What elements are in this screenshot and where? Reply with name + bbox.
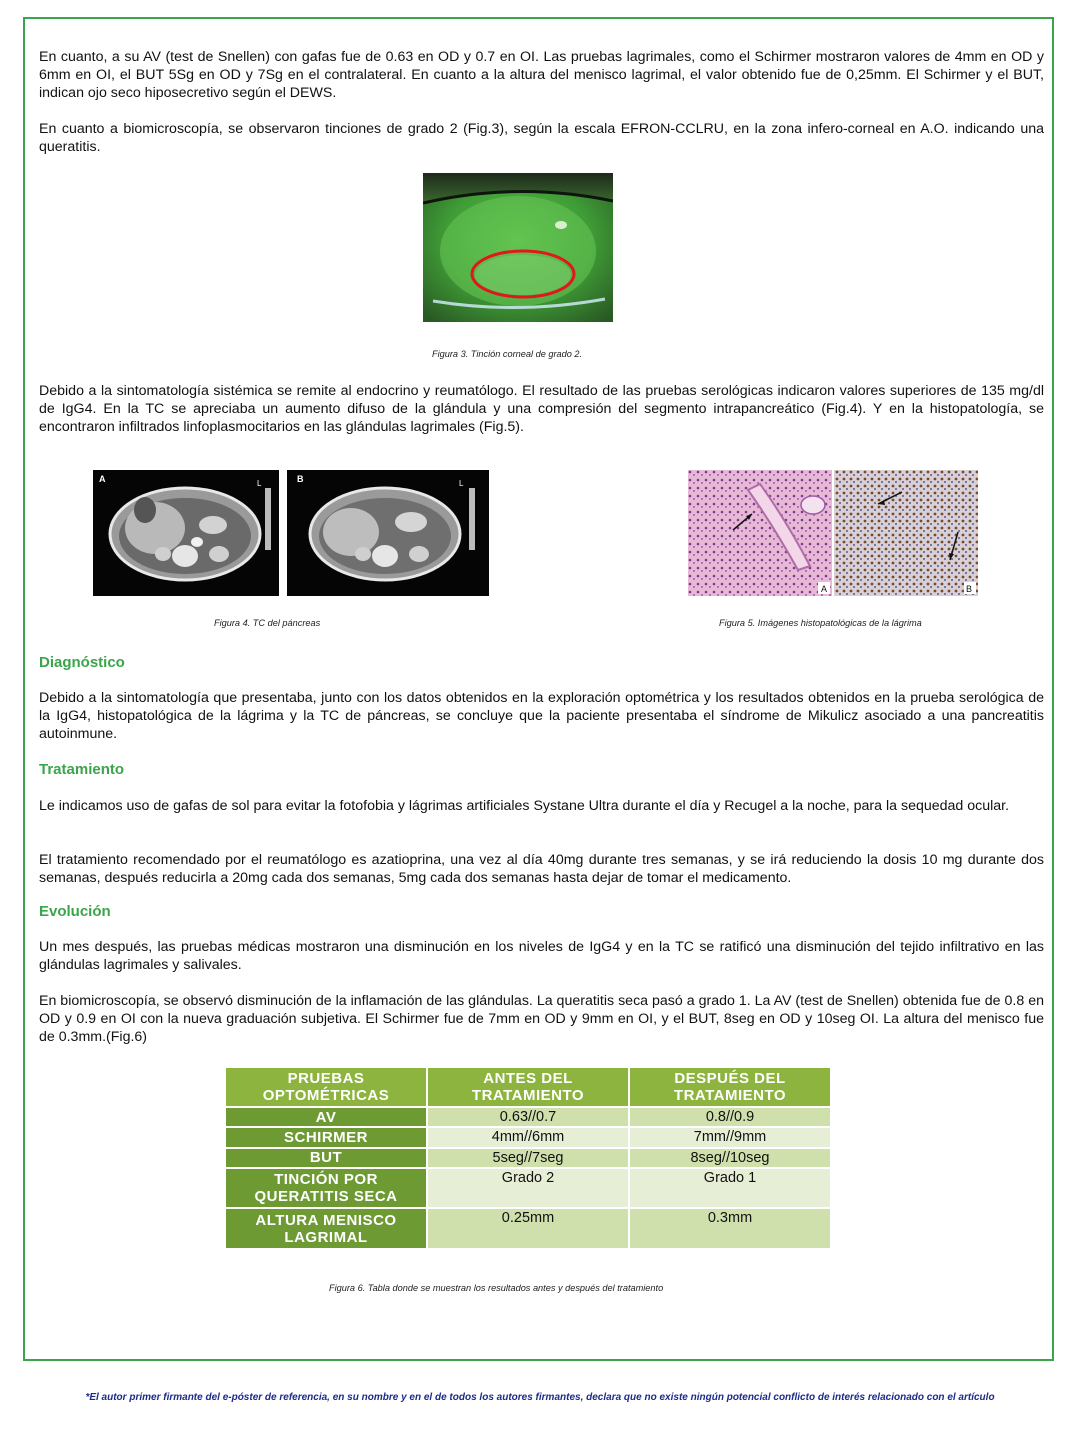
value-after: 0.8//0.9	[630, 1108, 830, 1126]
header-despues: DESPUÉS DEL TRATAMIENTO	[630, 1068, 830, 1106]
figure-5-histopathology-image	[688, 470, 978, 596]
value-before: 5seg//7seg	[428, 1149, 628, 1167]
heading-diagnostico: Diagnóstico	[39, 654, 125, 671]
value-before: 4mm//6mm	[428, 1128, 628, 1146]
heading-evolucion: Evolución	[39, 903, 111, 920]
paragraph-evolution-tests: Un mes después, las pruebas médicas mostraron una disminución en los niveles de IgG4 y en la TC se ratificó una disminución del tejido infiltrativo en las glándulas lagrimales y salivales.	[39, 939, 1044, 973]
value-after: Grado 1	[630, 1169, 830, 1208]
heading-tratamiento: Tratamiento	[39, 761, 125, 778]
results-table	[224, 1066, 832, 1250]
table-row	[226, 1149, 830, 1167]
table-row	[226, 1169, 830, 1208]
ct-label-l-a: L	[257, 479, 262, 488]
paragraph-diagnosis: Debido a la sintomatología que presentaba, junto con los datos obtenidos en la exploración optométrica y los resultados obtenidos en la prueba serológica de la IgG4, histopatológica de la lágrima y la TC de páncreas, se concluye que la paciente presentaba el síndrome de Mikulicz asociado a una pancreatitis autoinmune.	[39, 690, 1044, 742]
paragraph-evolution-biomicroscopy: En biomicroscopía, se observó disminución de la inflamación de las glándulas. La queratitis seca pasó a grado 1. La AV (test de Snellen) obtenida fue de 0.8 en OD y 0.9 en OI con la nueva graduación subjetiva. El Schirmer fue de 7mm en OD y 9mm en OI, y el BUT, 8seg en OD y 10seg OI. La altura del menisco fue de 0.3mm.(Fig.6)	[39, 993, 1044, 1045]
row-label: ALTURA MENISCO LAGRIMAL	[226, 1209, 426, 1248]
ct-label-l-b: L	[459, 479, 464, 488]
header-pruebas: PRUEBAS OPTOMÉTRICAS	[226, 1068, 426, 1106]
value-before: 0.25mm	[428, 1209, 628, 1248]
histo-label-a: A	[821, 584, 828, 594]
paragraph-biomicroscopy: En cuanto a biomicroscopía, se observaron tinciones de grado 2 (Fig.3), según la escala EFRON-CCLRU, en la zona infero-corneal en A.O. indicando una queratitis.	[39, 121, 1044, 155]
figure-4-caption: Figura 4. TC del páncreas	[214, 618, 321, 628]
paragraph-systemic-findings: Debido a la sintomatología sistémica se remite al endocrino y reumatólogo. El resultado de las pruebas serológicas indicaron valores superiores de 135 mg/dl de IgG4. En la TC se apreciaba un aumento difuso de la glándula y una compresión del segmento intrapancreático (Fig.4). Y en la histopatología, se encontraron infiltrados linfoplasmocitarios en las glándulas lagrimales (Fig.5).	[39, 383, 1044, 435]
figure-3-caption: Figura 3. Tinción corneal de grado 2.	[432, 349, 583, 359]
figure-3-corneal-staining-image	[423, 173, 613, 322]
value-after: 8seg//10seg	[630, 1149, 830, 1167]
table-row	[226, 1209, 830, 1248]
figure-6-caption: Figura 6. Tabla donde se muestran los resultados antes y después del tratamiento	[329, 1283, 664, 1293]
paragraph-av-tear-tests: En cuanto, a su AV (test de Snellen) con gafas fue de 0.63 en OD y 0.7 en OI. Las pruebas lagrimales, como el Schirmer mostraron valores de 4mm en OD y 6mm en OI, el BUT 5Sg en OD y 7Sg en el contralateral. En cuanto a la altura del menisco lagrimal, el valor obtenido fue de 0,25mm. El Schirmer y el BUT, indican ojo seco hiposecretivo según el DEWS.	[39, 49, 1044, 101]
conflict-of-interest-footer: *El autor primer firmante del e-póster de referencia, en su nombre y en el de todos los autores firmantes, declara que no existe ningún potencial conflicto de interés relacionado con el artículo	[85, 1392, 995, 1403]
value-before: 0.63//0.7	[428, 1108, 628, 1126]
row-label: AV	[226, 1108, 426, 1126]
row-label: SCHIRMER	[226, 1128, 426, 1146]
value-after: 0.3mm	[630, 1209, 830, 1248]
table-row	[226, 1108, 830, 1126]
paragraph-treatment-optometric: Le indicamos uso de gafas de sol para evitar la fotofobia y lágrimas artificiales Systane Ultra durante el día y Recugel a la noche, para la sequedad ocular.	[39, 798, 1010, 814]
figure-4-ct-pancreas-image	[93, 470, 489, 596]
row-label: BUT	[226, 1149, 426, 1167]
row-label: TINCIÓN POR QUERATITIS SECA	[226, 1169, 426, 1208]
ct-label-a: A	[99, 474, 106, 484]
value-before: Grado 2	[428, 1169, 628, 1208]
ct-scan-b	[310, 488, 460, 580]
table-row	[226, 1128, 830, 1146]
histo-label-b: B	[966, 584, 973, 594]
figure-5-caption: Figura 5. Imágenes histopatológicas de la lágrima	[719, 618, 922, 628]
header-antes: ANTES DEL TRATAMIENTO	[428, 1068, 628, 1106]
ct-label-b: B	[297, 474, 304, 484]
paragraph-treatment-medication: El tratamiento recomendado por el reumatólogo es azatioprina, una vez al día 40mg durante tres semanas, y se irá reduciendo la dosis 10 mg durante dos semanas, después reducirla a 20mg cada dos semanas, 5mg cada dos semanas hasta dejar de tomar el medicamento.	[39, 852, 1044, 886]
value-after: 7mm//9mm	[630, 1128, 830, 1146]
ct-scan-a	[110, 488, 260, 580]
